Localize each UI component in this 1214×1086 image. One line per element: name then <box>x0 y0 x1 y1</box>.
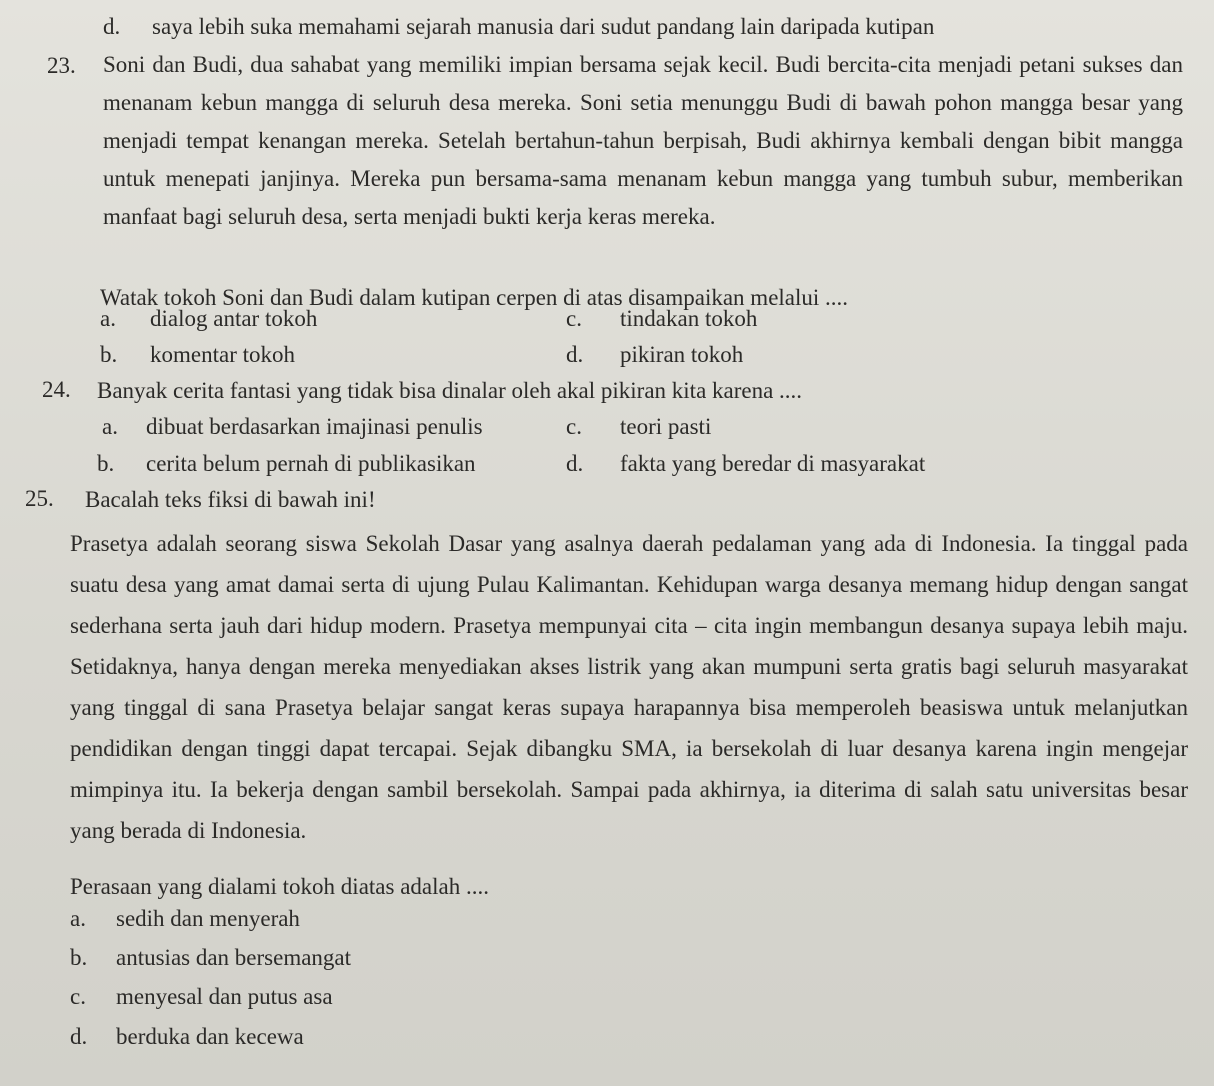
q25-option-a-text: sedih dan menyerah <box>116 906 300 931</box>
q23-question: Watak tokoh Soni dan Budi dalam kutipan cerpen di atas disampaikan melalui .... <box>100 285 849 310</box>
q24-option-c-text: teori pasti <box>620 414 712 439</box>
q23-option-b-letter: b. <box>100 342 118 367</box>
q24-option-a-letter: a. <box>102 414 118 439</box>
q25-option-d-text: berduka dan kecewa <box>116 1024 304 1049</box>
q25-option-d-letter: d. <box>70 1024 88 1049</box>
q23-option-a-letter: a. <box>100 306 116 331</box>
q25-option-b-letter: b. <box>70 945 88 970</box>
q23-passage: Soni dan Budi, dua sahabat yang memiliki impian bersama sejak kecil. Budi bercita-cita menjadi petani sukses dan menanam kebun mangga di seluruh desa mereka. Soni setia menunggu Budi di bawah pohon mangga besar yang menjadi tempat kenangan mereka. Setelah bertahun-tahun berpisah, Budi akhirnya kembali dengan bibit mangga untuk menepati janjinya. Mereka pun bersama-sama menanam kebun mangga yang tumbuh subur, memberikan manfaat bagi seluruh desa, serta menjadi bukti kerja keras mereka. <box>103 52 1183 229</box>
q23-option-a-text: dialog antar tokoh <box>150 306 318 331</box>
q25-intro: Bacalah teks fiksi di bawah ini! <box>85 487 376 512</box>
q23-option-c-text: tindakan tokoh <box>620 306 758 331</box>
q24-option-b-letter: b. <box>97 451 115 476</box>
q23-number: 23. <box>47 53 76 78</box>
q25-passage: Prasetya adalah seorang siswa Sekolah Dasar yang asalnya daerah pedalaman yang ada di Indonesia. Ia tinggal pada suatu desa yang amat damai serta di ujung Pulau Kalimantan. Kehidupan warga desanya memang hidup dengan sangat sederhana serta jauh dari hidup modern. Prasetya mempunyai cita – cita ingin membangun desanya supaya lebih maju. Setidaknya, hanya dengan mereka menyediakan akses listrik yang akan mumpuni serta gratis bagi seluruh masyarakat yang tinggal di sana Prasetya belajar sangat keras supaya harapannya bisa memperoleh beasiswa untuk melanjutkan pendidikan dengan tinggi dapat tercapai. Sejak dibangku SMA, ia bersekolah di luar desanya karena ingin mengejar mimpinya itu. Ia bekerja dengan sambil bersekolah. Sampai pada akhirnya, ia diterima di salah satu universitas besar yang berada di Indonesia. <box>70 531 1188 843</box>
q22-option-d-text: saya lebih suka memahami sejarah manusia dari sudut pandang lain daripada kutipan <box>152 14 935 39</box>
q25-option-b-text: antusias dan bersemangat <box>116 945 352 970</box>
q24-option-b-text: cerita belum pernah di publikasikan <box>146 451 476 476</box>
q24-option-d-letter: d. <box>566 451 584 476</box>
q24-question: Banyak cerita fantasi yang tidak bisa dinalar oleh akal pikiran kita karena .... <box>97 378 803 403</box>
q25-option-c-text: menyesal dan putus asa <box>116 984 333 1009</box>
q23-option-b-text: komentar tokoh <box>150 342 295 367</box>
q24-option-d-text: fakta yang beredar di masyarakat <box>620 451 926 476</box>
q24-option-a-text: dibuat berdasarkan imajinasi penulis <box>146 414 483 439</box>
q25-number: 25. <box>25 486 54 511</box>
q25-question: Perasaan yang dialami tokoh diatas adalah .... <box>70 874 489 899</box>
q24-number: 24. <box>42 377 71 402</box>
q23-option-d-text: pikiran tokoh <box>620 342 744 367</box>
q23-option-c-letter: c. <box>566 306 582 331</box>
q22-option-d-letter: d. <box>103 14 121 39</box>
q25-option-a-letter: a. <box>70 906 86 931</box>
q23-option-d-letter: d. <box>566 342 584 367</box>
q24-option-c-letter: c. <box>566 414 582 439</box>
q25-option-c-letter: c. <box>70 984 86 1009</box>
